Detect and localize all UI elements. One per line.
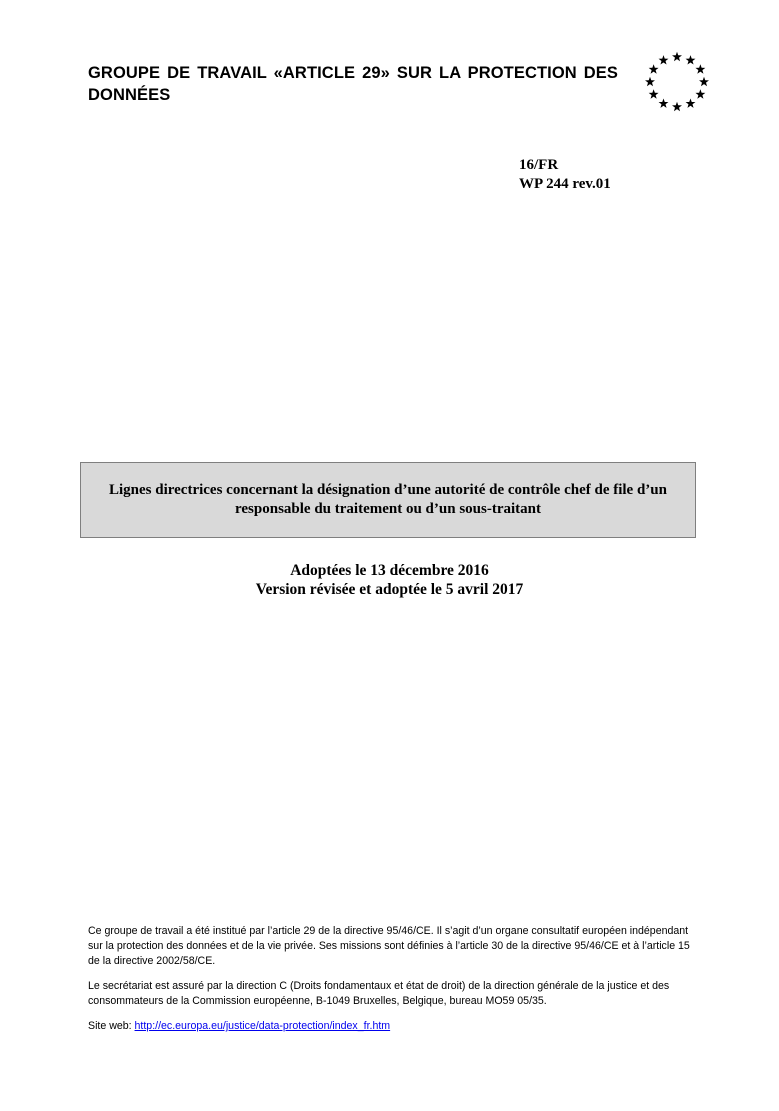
star-icon (649, 64, 659, 73)
star-icon (659, 98, 669, 107)
eu-stars-icon (643, 50, 711, 114)
document-title-box (80, 462, 696, 538)
star-icon (686, 98, 696, 107)
revised-date: Version révisée et adoptée le 5 avril 2017 (255, 581, 524, 598)
footer-paragraph-secretariat: Le secrétariat est assuré par la direction C (Droits fondamentaux et état de droit) de la direction générale de la justice et des consommateurs de la Commission européenne, B-1049 Bruxelles, Belgique, bureau MO59 05/35. (88, 980, 670, 1007)
document-title: Lignes directrices concernant la désignation d’une autorité de contrôle chef de file d’un responsable du traitement ou d’un sous-traitant (108, 482, 667, 517)
star-icon (699, 77, 709, 86)
document-reference (519, 156, 611, 194)
footer-notes (88, 924, 693, 1044)
document-header-title: GROUPE DE TRAVAIL «ARTICLE 29» SUR LA PROTECTION DES DONNÉES (88, 64, 618, 104)
website-link[interactable]: http://ec.europa.eu/justice/data-protection/index_fr.htm (134, 1020, 391, 1032)
footer-website (88, 1019, 693, 1034)
star-icon (672, 52, 682, 61)
wp-number: WP 244 rev.01 (519, 176, 611, 192)
language-code: 16/FR (519, 157, 559, 173)
star-icon (645, 77, 655, 86)
star-icon (695, 64, 705, 73)
star-icon (672, 102, 682, 111)
star-icon (695, 89, 705, 98)
star-icon (686, 55, 696, 64)
footer-paragraph-working-party: Ce groupe de travail a été institué par l’article 29 de la directive 95/46/CE. Il s’agit d’un organe consultatif européen indépendant sur la protection des données et de la vie privée. Ses missions sont définies à l’article 30 de la directive 95/46/CE et à l’article 15 de la directive 2002/58/CE. (88, 925, 690, 967)
star-icon (649, 89, 659, 98)
adoption-dates (0, 561, 779, 599)
website-label: Site web: (88, 1020, 135, 1032)
star-icon (659, 55, 669, 64)
adopted-date: Adoptées le 13 décembre 2016 (290, 562, 489, 579)
